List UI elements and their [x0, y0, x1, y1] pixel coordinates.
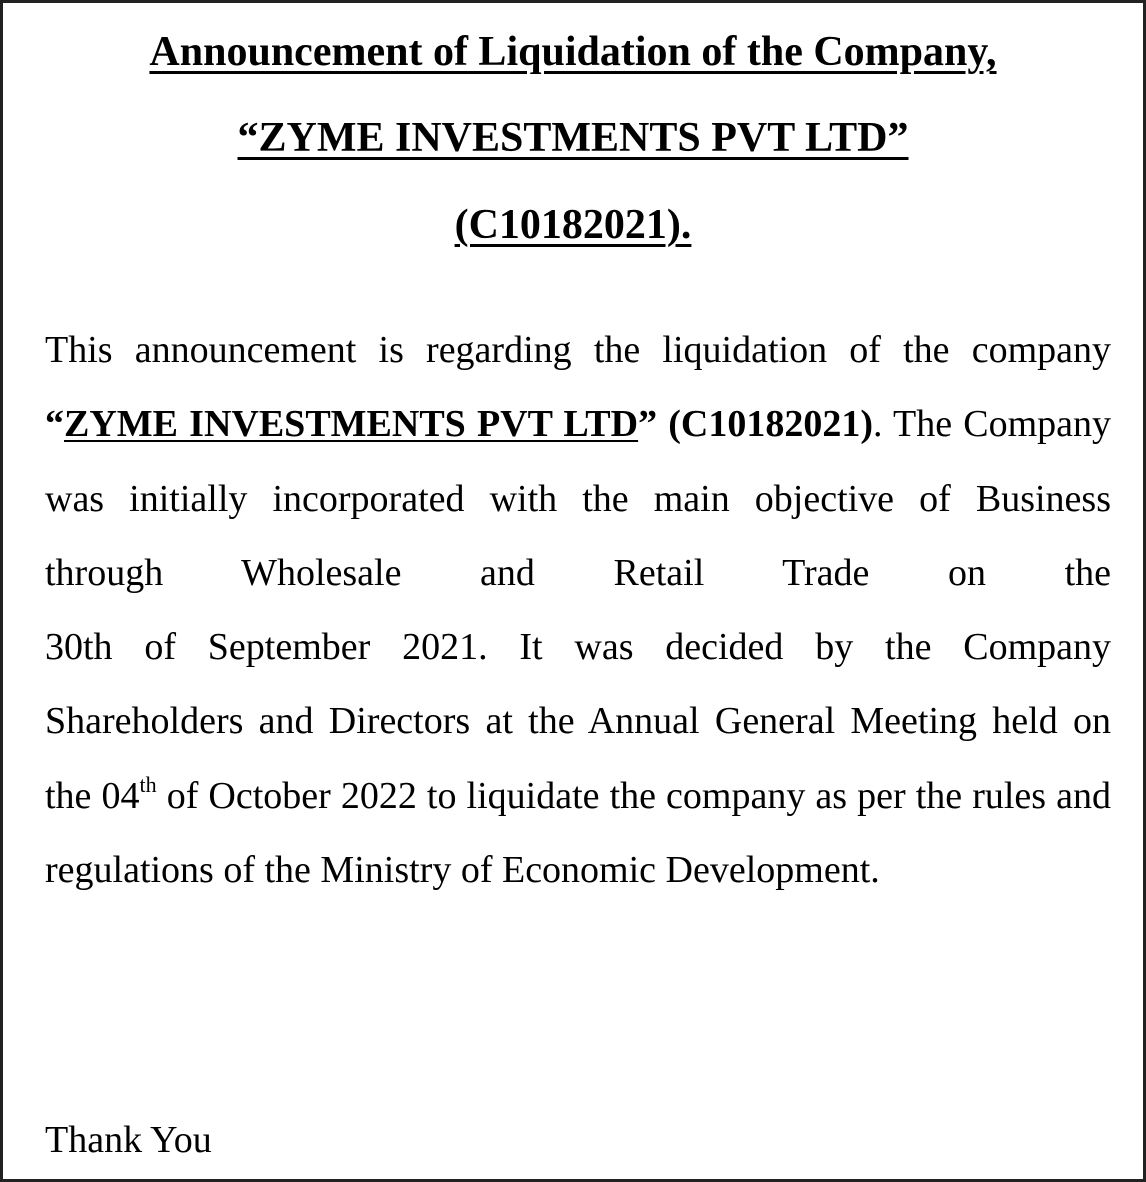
- title-text-2: “ZYME INVESTMENTS PVT LTD”: [237, 115, 909, 161]
- notice-title-line-2: [3, 113, 1143, 163]
- body-sentence-1-end: . The Company was initially incorporated with the main objective of Business through Wholesale and Retail Trade on the: [45, 403, 1111, 594]
- close-quote: ”: [638, 403, 658, 446]
- notice-title-line-3: [3, 200, 1143, 250]
- body-paragraph-part-1: [45, 313, 1111, 610]
- body-sentence-2: 30th of September 2021. It was decided by the Company Shareholders and Directors at the Annual General Meeting held on the 04: [45, 626, 1111, 817]
- notice-title-line-1: [3, 27, 1143, 77]
- registration-number: (C10182021): [668, 403, 874, 446]
- title-text-1: Announcement of Liquidation of the Company,: [149, 29, 997, 75]
- closing-text: Thank You: [45, 1119, 212, 1161]
- ordinal-suffix: th: [139, 771, 157, 797]
- body-sentence-2-end: of October 2022 to liquidate the company as per the rules and regulations of the Ministry of Economic Development.: [45, 774, 1111, 892]
- company-name: ZYME INVESTMENTS PVT LTD: [64, 403, 639, 446]
- body-intro: This announcement is regarding the liquidation of the company: [45, 329, 1111, 371]
- body-paragraph-part-2: [45, 626, 1111, 891]
- title-text-3: (C10182021).: [454, 202, 692, 248]
- open-quote: “: [45, 403, 64, 446]
- notice-body: [45, 313, 1111, 907]
